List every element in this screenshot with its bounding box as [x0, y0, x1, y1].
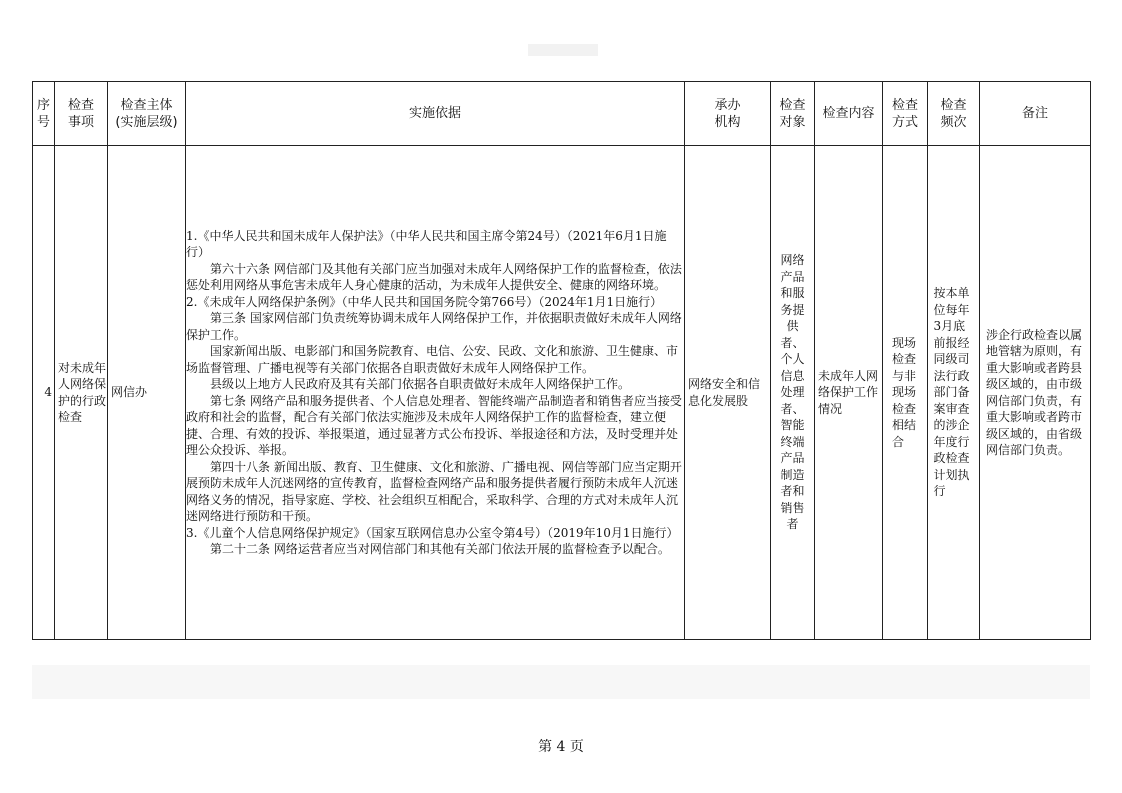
header-note: 备注 — [980, 82, 1091, 146]
basis-article: 第六十六条 网信部门及其他有关部门应当加强对未成年人网络保护工作的监督检查，依法惩处利用网络从事危害未成年人身心健康的活动，为未成年人提供安全、健康的网络环境。 — [186, 261, 682, 292]
row-basis — [186, 146, 685, 640]
table-row — [33, 146, 1091, 640]
basis-law-2: 2.《未成年人网络保护条例》（中华人民共和国国务院令第766号）（2024年1月1日施行） — [186, 294, 663, 309]
header-content: 检查内容 — [815, 82, 883, 146]
page-number: 第 4 页 — [538, 739, 584, 755]
basis-article: 县级以上地方人民政府及其有关部门依据各自职责做好未成年人网络保护工作。 — [210, 377, 631, 391]
row-content: 未成年人网络保护工作情况 — [815, 146, 883, 640]
basis-article: 第二十二条 网络运营者应当对网信部门和其他有关部门依法开展的监督检查予以配合。 — [210, 542, 670, 556]
faint-header-bleed — [528, 44, 598, 56]
row-item: 对未成年人网络保护的行政检查 — [55, 146, 108, 640]
header-org: 承办机构 — [685, 82, 771, 146]
header-target: 检查对象 — [771, 82, 815, 146]
row-seq: 4 — [33, 146, 55, 640]
header-subject: 检查主体 (实施层级) — [108, 82, 186, 146]
basis-article: 第四十八条 新闻出版、教育、卫生健康、文化和旅游、广播电视、网信等部门应当定期开展预防未成年人沉迷网络的宣传教育，监督检查网络产品和服务提供者履行预防未成年人沉迷网络义务的情况，指导家庭、学校、社会组织互相配合，采取科学、合理的方式对未成年人沉迷网络进行预防和干预。 — [186, 459, 682, 523]
basis-article: 第七条 网络产品和服务提供者、个人信息处理者、智能终端产品制造者和销售者应当接受政府和社会的监督，配合有关部门依法实施涉及未成年人网络保护工作的监督检查，建立便捷、合理、有效的投诉、举报渠道，通过显著方式公布投诉、举报途径和方法，及时受理并处理公众投诉、举报。 — [186, 393, 682, 457]
header-seq: 序号 — [33, 82, 55, 146]
header-method: 检查方式 — [883, 82, 928, 146]
basis-law-3: 3.《儿童个人信息网络保护规定》（国家互联网信息办公室令第4号）（2019年10月1日施行） — [186, 525, 679, 540]
row-freq: 按本单位每年3月底前报经同级司法行政部门备案审查的涉企年度行政检查计划执行 — [928, 146, 980, 640]
row-subject: 网信办 — [108, 146, 186, 640]
faint-next-page-bleed — [32, 665, 1090, 699]
row-target: 网络产品和服务提供者、个人信息处理者、智能终端产品制造者和销售者 — [771, 146, 815, 640]
table-header-row — [33, 82, 1091, 146]
row-org: 网络安全和信息化发展股 — [685, 146, 771, 640]
basis-article: 国家新闻出版、电影部门和国务院教育、电信、公安、民政、文化和旅游、卫生健康、市场监督管理、广播电视等有关部门依据各自职责做好未成年人网络保护工作。 — [186, 344, 679, 375]
header-freq: 检查频次 — [928, 82, 980, 146]
header-basis: 实施依据 — [186, 82, 685, 146]
row-note: 涉企行政检查以属地管辖为原则，有重大影响或者跨县级区域的，由市级网信部门负责，有重大影响或者跨市级区域的，由省级网信部门负责。 — [980, 146, 1091, 640]
inspection-table — [32, 81, 1091, 640]
basis-law-1: 1.《中华人民共和国未成年人保护法》（中华人民共和国主席令第24号）（2021年6月1日施行） — [186, 228, 667, 259]
row-method: 现场检查与非现场检查相结合 — [883, 146, 928, 640]
basis-article: 第三条 国家网信部门负责统筹协调未成年人网络保护工作，并依据职责做好未成年人网络保护工作。 — [186, 311, 682, 342]
header-item: 检查事项 — [55, 82, 108, 146]
